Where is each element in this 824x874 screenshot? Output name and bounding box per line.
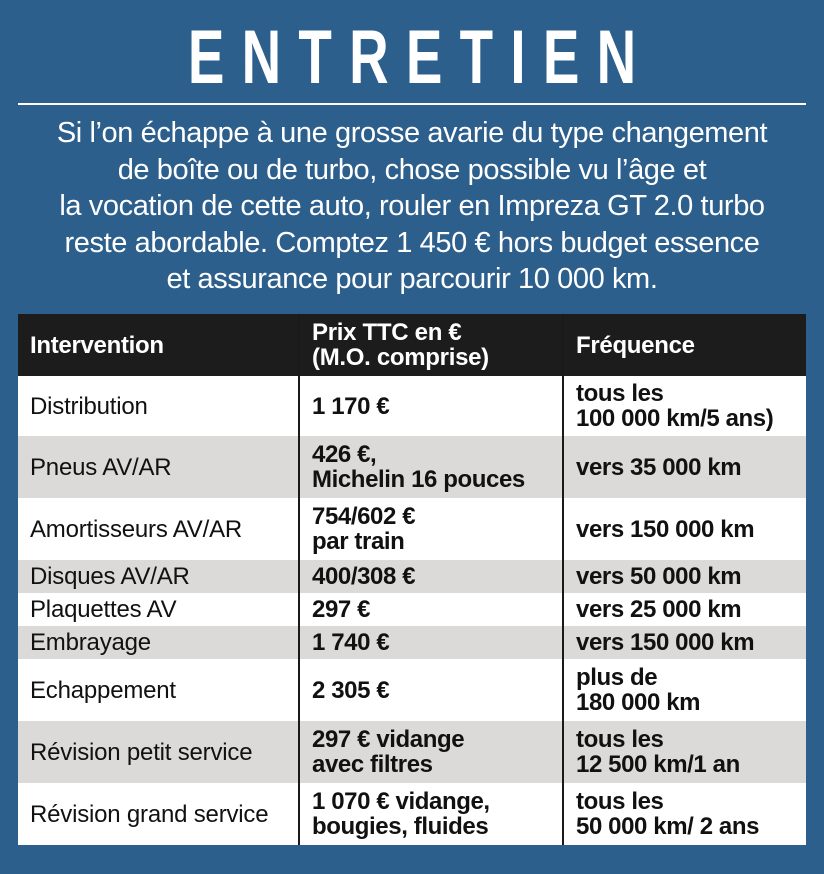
cell-prix xyxy=(299,436,563,498)
cell-frequence-line: tous les xyxy=(576,726,664,753)
cell-prix-line: bougies, fluides xyxy=(312,813,489,840)
cell-frequence xyxy=(563,436,806,498)
intro-line: reste abordable. Comptez 1 450 € hors budget essence xyxy=(64,226,760,259)
cell-frequence-line: 100 000 km/5 ans) xyxy=(576,405,774,432)
title-divider xyxy=(18,103,806,105)
table-row xyxy=(18,626,806,659)
cell-frequence xyxy=(563,593,806,626)
cell-frequence-line: tous les xyxy=(576,380,664,407)
cell-prix-line: 1 070 € vidange, xyxy=(312,788,490,815)
cell-prix-line: avec filtres xyxy=(312,751,433,778)
cell-prix-line: 1 740 € xyxy=(312,629,390,656)
header-prix-line: (M.O. comprise) xyxy=(312,344,489,371)
cell-frequence xyxy=(563,376,806,436)
cell-prix-line: 754/602 € xyxy=(312,503,416,530)
cell-frequence-line: 12 500 km/1 an xyxy=(576,751,740,778)
header-frequence: Fréquence xyxy=(563,314,806,376)
cell-intervention: Révision petit service xyxy=(30,738,253,766)
intro-line: et assurance pour parcourir 10 000 km. xyxy=(166,263,658,295)
cell-frequence xyxy=(563,659,806,721)
cell-frequence-line: vers 150 000 km xyxy=(576,629,755,656)
cell-prix-line: 1 170 € xyxy=(312,392,390,420)
cell-prix-line: Michelin 16 pouces xyxy=(312,466,525,493)
cell-intervention: Embrayage xyxy=(30,629,151,656)
intro-line: la vocation de cette auto, rouler en Impreza GT 2.0 turbo xyxy=(59,190,765,222)
cell-prix-line: 297 € vidange xyxy=(312,726,465,753)
cell-prix-line: 400/308 € xyxy=(312,563,416,590)
cell-frequence xyxy=(563,783,806,845)
table-row xyxy=(18,436,806,498)
header-prix-line: Prix TTC en € xyxy=(312,319,462,346)
table-header-row xyxy=(18,314,806,376)
intro-line: Si l’on échappe à une grosse avarie du type changement xyxy=(56,117,768,149)
cell-prix xyxy=(299,593,563,626)
table-body xyxy=(18,376,806,845)
cell-prix xyxy=(299,560,563,593)
cell-frequence xyxy=(563,721,806,783)
cell-intervention: Pneus AV/AR xyxy=(30,453,172,481)
cell-frequence-line: vers 50 000 km xyxy=(576,563,742,590)
cell-prix xyxy=(299,498,563,560)
cell-frequence-line: vers 35 000 km xyxy=(576,453,742,481)
cell-intervention: Amortisseurs AV/AR xyxy=(30,515,243,543)
cell-prix xyxy=(299,659,563,721)
table-row xyxy=(18,498,806,560)
cell-frequence-line: 50 000 km/ 2 ans xyxy=(576,813,760,840)
cell-frequence-line: vers 25 000 km xyxy=(576,596,742,623)
table-row xyxy=(18,783,806,845)
cell-prix xyxy=(299,376,563,436)
cell-prix-line: 426 €, xyxy=(312,441,377,468)
header-intervention: Intervention xyxy=(30,331,164,359)
intro-line: de boîte ou de turbo, chose possible vu l’âge et xyxy=(117,153,707,186)
cell-prix xyxy=(299,626,563,659)
cell-frequence xyxy=(563,626,806,659)
cell-intervention: Distribution xyxy=(30,392,148,420)
cell-frequence xyxy=(563,560,806,593)
cell-frequence xyxy=(563,498,806,560)
cell-prix xyxy=(299,721,563,783)
table-row xyxy=(18,560,806,593)
table-row xyxy=(18,721,806,783)
cell-intervention: Révision grand service xyxy=(30,800,269,828)
cell-prix-line: 2 305 € xyxy=(312,676,390,704)
cell-frequence-line: plus de xyxy=(576,664,658,691)
cell-prix-line: 297 € xyxy=(312,596,371,623)
cell-intervention: Plaquettes AV xyxy=(30,596,177,623)
cell-intervention: Echappement xyxy=(30,676,176,704)
cell-frequence-line: tous les xyxy=(576,788,664,815)
maintenance-table xyxy=(18,314,806,845)
intro-paragraph xyxy=(10,115,814,298)
table-row xyxy=(18,593,806,626)
cell-frequence-line: 180 000 km xyxy=(576,689,701,716)
cell-prix-line: par train xyxy=(312,528,405,555)
page-title: ENTRETIEN xyxy=(187,15,654,100)
cell-prix xyxy=(299,783,563,845)
table-row xyxy=(18,659,806,721)
table-row xyxy=(18,376,806,436)
cell-intervention: Disques AV/AR xyxy=(30,563,190,590)
header-prix xyxy=(299,314,563,376)
cell-frequence-line: vers 150 000 km xyxy=(576,515,755,543)
